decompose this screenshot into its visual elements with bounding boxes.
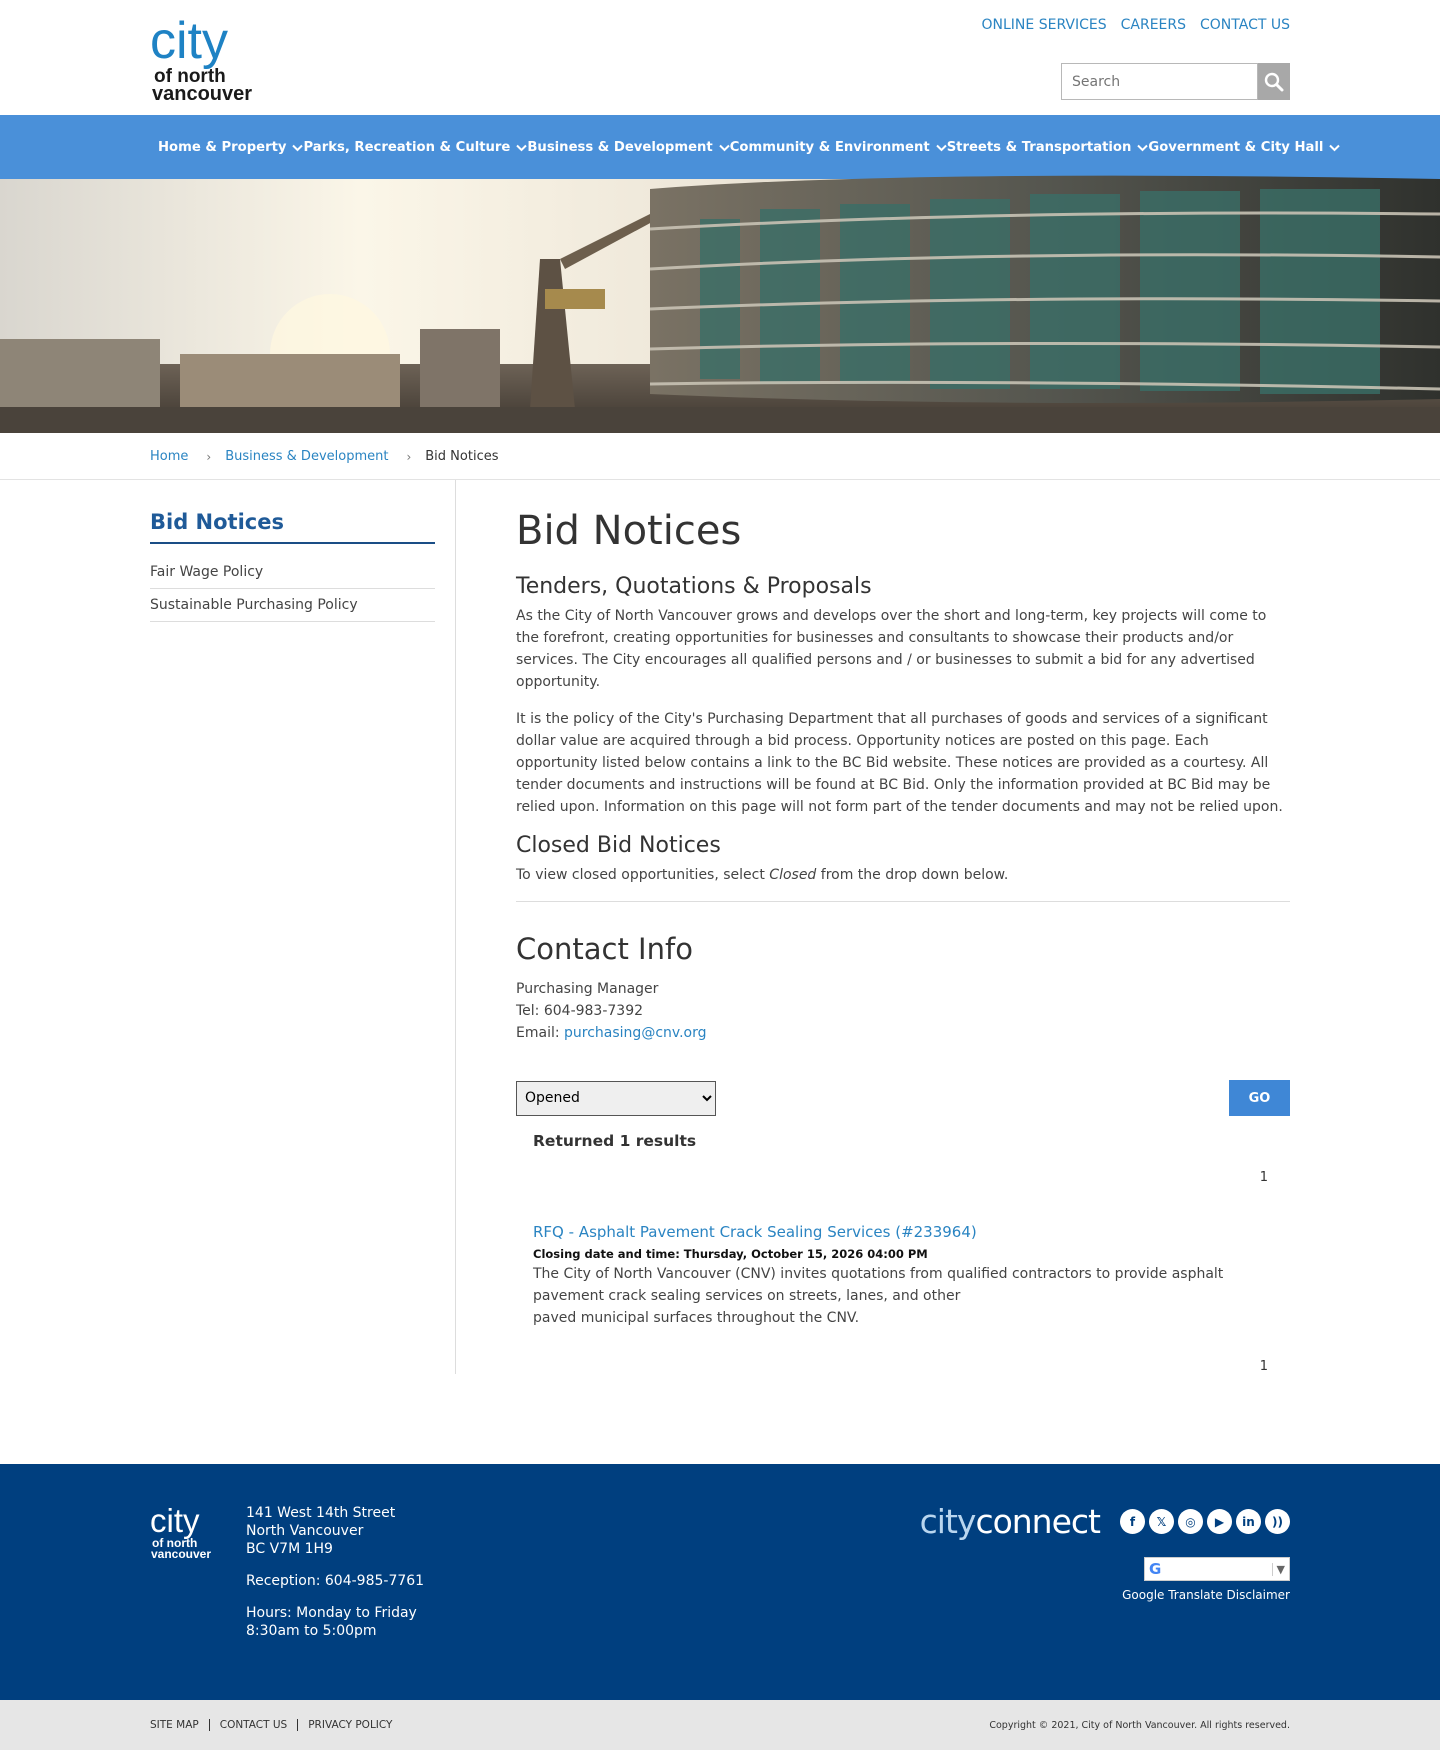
results-count: Returned 1 results	[533, 1132, 697, 1150]
chevron-down-icon	[719, 144, 730, 152]
cityconnect-city: city	[919, 1502, 976, 1541]
nav-label: Home & Property	[158, 139, 287, 155]
nav-business-development[interactable]	[527, 140, 729, 155]
chevron-down-icon	[516, 144, 527, 152]
logo-vancouver-text: vancouver	[152, 83, 253, 105]
google-icon: G	[1149, 1560, 1162, 1578]
contact-us-link[interactable]: CONTACT US	[1200, 17, 1290, 33]
footer-address	[246, 1504, 424, 1640]
careers-link[interactable]: CAREERS	[1120, 17, 1187, 33]
nav-home-property[interactable]	[158, 140, 303, 155]
chevron-down-icon	[1137, 144, 1148, 152]
result-description: The City of North Vancouver (CNV) invites quotations from qualified contractors to provide asphalt pavement crack sealing services on streets, lanes, and other	[533, 1266, 1224, 1304]
nav-government-city-hall[interactable]	[1148, 140, 1340, 155]
result-description: paved municipal surfaces throughout the CNV.	[533, 1310, 860, 1326]
page-link[interactable]: 1	[1259, 1170, 1268, 1185]
contact-email-label: Email:	[516, 1025, 565, 1041]
main-nav	[0, 115, 1440, 179]
breadcrumb-home[interactable]: Home	[150, 449, 189, 464]
go-button[interactable]: GO	[1229, 1080, 1290, 1116]
instagram-icon[interactable]: ◎	[1178, 1509, 1203, 1534]
search-box	[1061, 63, 1290, 100]
pager-bottom	[533, 1359, 1290, 1374]
results-list	[516, 1132, 1290, 1374]
x-icon[interactable]: 𝕏	[1149, 1509, 1174, 1534]
nav-streets-transportation[interactable]	[947, 140, 1149, 155]
section-heading-closed-bids: Closed Bid Notices	[516, 833, 721, 858]
cityconnect-logo[interactable]	[920, 1502, 1100, 1541]
social-links	[1120, 1509, 1290, 1534]
closed-emphasis: Closed	[769, 867, 817, 883]
chevron-down-icon	[1329, 144, 1340, 152]
page-title: Bid Notices	[516, 508, 742, 554]
nav-label: Community & Environment	[729, 139, 930, 155]
section-heading-tenders: Tenders, Quotations & Proposals	[516, 574, 872, 599]
result-title-link[interactable]: RFQ - Asphalt Pavement Crack Sealing Services (#233964)	[533, 1223, 977, 1241]
cityconnect-connect: connect	[975, 1502, 1100, 1541]
sidebar-links	[150, 556, 435, 622]
site-footer	[0, 1464, 1440, 1700]
footer-logo-of-north: of north	[152, 1536, 198, 1550]
search-input[interactable]	[1061, 63, 1258, 100]
city-logo[interactable]	[150, 12, 268, 105]
privacy-policy-link[interactable]: PRIVACY POLICY	[297, 1719, 402, 1731]
nav-label: Government & City Hall	[1148, 139, 1324, 155]
hours-line: Hours: Monday to Friday	[246, 1605, 417, 1621]
search-button[interactable]	[1258, 63, 1290, 100]
footer-right	[920, 1502, 1290, 1541]
online-services-link[interactable]: ONLINE SERVICES	[981, 17, 1107, 33]
intro-paragraph: As the City of North Vancouver grows and develops over the short and long-term, key projects will come to the forefront, creating opportunities for businesses and consultants to showcase their products and/or services. The City encourages all qualified persons and / or businesses to submit a bid for any advertised opportunity.	[516, 608, 1267, 690]
facebook-icon[interactable]: f	[1120, 1509, 1145, 1534]
chevron-down-icon	[936, 144, 947, 152]
nav-label: Business & Development	[527, 139, 713, 155]
contact-email-link[interactable]: purchasing@cnv.org	[564, 1025, 707, 1041]
utility-links	[982, 17, 1290, 33]
copyright: Copyright © 2021, City of North Vancouver. All rights reserved.	[989, 1719, 1290, 1731]
footer-logo[interactable]	[150, 1504, 224, 1564]
bid-status-select[interactable]	[516, 1081, 716, 1116]
hero-banner-image	[0, 179, 1440, 433]
footer-logo-city: city	[150, 1502, 200, 1539]
footer-logo-vancouver: vancouver	[151, 1547, 212, 1561]
address-line: North Vancouver	[246, 1523, 364, 1539]
nav-community-environment[interactable]	[730, 140, 947, 155]
result-closing-date: Closing date and time: Thursday, October 15, 2026 04:00 PM	[533, 1247, 928, 1261]
google-translate-select[interactable]	[1144, 1557, 1290, 1581]
contact-role: Purchasing Manager	[516, 981, 659, 997]
contact-tel: Tel: 604-983-7392	[516, 1003, 644, 1019]
nav-parks-recreation[interactable]	[303, 140, 527, 155]
bid-filter	[516, 1080, 1290, 1116]
main-content	[456, 480, 1290, 1374]
contact-email-row	[516, 1022, 1290, 1044]
address-line: 141 West 14th Street	[246, 1505, 396, 1521]
page-link[interactable]: 1	[1259, 1359, 1268, 1374]
breadcrumb-current: Bid Notices	[425, 449, 499, 464]
chevron-right-icon: ›	[206, 449, 212, 464]
closed-bids-text: To view closed opportunities, select	[516, 867, 770, 883]
sidebar-title: Bid Notices	[150, 510, 435, 544]
breadcrumb	[0, 433, 1440, 480]
hours-line: 8:30am to 5:00pm	[246, 1623, 377, 1639]
dropdown-arrow-icon: ▼	[1272, 1563, 1285, 1576]
contact-info	[516, 932, 1290, 1044]
sidebar-item-sustainable-purchasing-policy[interactable]: Sustainable Purchasing Policy	[150, 589, 435, 622]
logo-city-text: city	[150, 12, 228, 70]
closed-bids-text: from the drop down below.	[816, 867, 1009, 883]
search-icon	[1264, 72, 1284, 92]
site-header	[0, 0, 1440, 115]
footer-contact-us-link[interactable]: CONTACT US	[209, 1719, 297, 1731]
divider	[516, 901, 1290, 902]
nav-label: Parks, Recreation & Culture	[303, 139, 511, 155]
youtube-icon[interactable]: ▶	[1207, 1509, 1232, 1534]
pager-top	[533, 1170, 1290, 1185]
policy-paragraph: It is the policy of the City's Purchasing Department that all purchases of goods and services of a significant dollar value are acquired through a bid process. Opportunity notices are posted on this page. Each opportunity listed below contains a link to the BC Bid website. These notices are provided as a courtesy. All tender documents and instructions will be found at BC Bid. Only the information provided at BC Bid may be relied upon. Information on this page will not form part of the tender documents and may not be relied upon.	[516, 711, 1283, 815]
sidebar	[150, 480, 456, 1374]
translate-disclaimer-link[interactable]: Google Translate Disclaimer	[1122, 1588, 1290, 1602]
closed-bids-instructions	[516, 864, 1290, 886]
bottom-bar	[0, 1700, 1440, 1750]
address-line: BC V7M 1H9	[246, 1541, 333, 1557]
nav-label: Streets & Transportation	[946, 139, 1132, 155]
chevron-right-icon: ›	[406, 449, 412, 464]
breadcrumb-business-development[interactable]: Business & Development	[225, 449, 389, 464]
linkedin-icon[interactable]: in	[1236, 1509, 1261, 1534]
bottom-links	[150, 1719, 402, 1731]
site-map-link[interactable]: SITE MAP	[150, 1719, 199, 1731]
contact-heading: Contact Info	[516, 932, 693, 966]
sidebar-item-fair-wage-policy[interactable]: Fair Wage Policy	[150, 556, 435, 589]
logo-of-north-text: of north	[154, 66, 226, 87]
rss-icon[interactable]: ))	[1265, 1509, 1290, 1534]
reception-phone: Reception: 604-985-7761	[246, 1573, 425, 1589]
chevron-down-icon	[292, 144, 303, 152]
list-item	[533, 1223, 1290, 1329]
